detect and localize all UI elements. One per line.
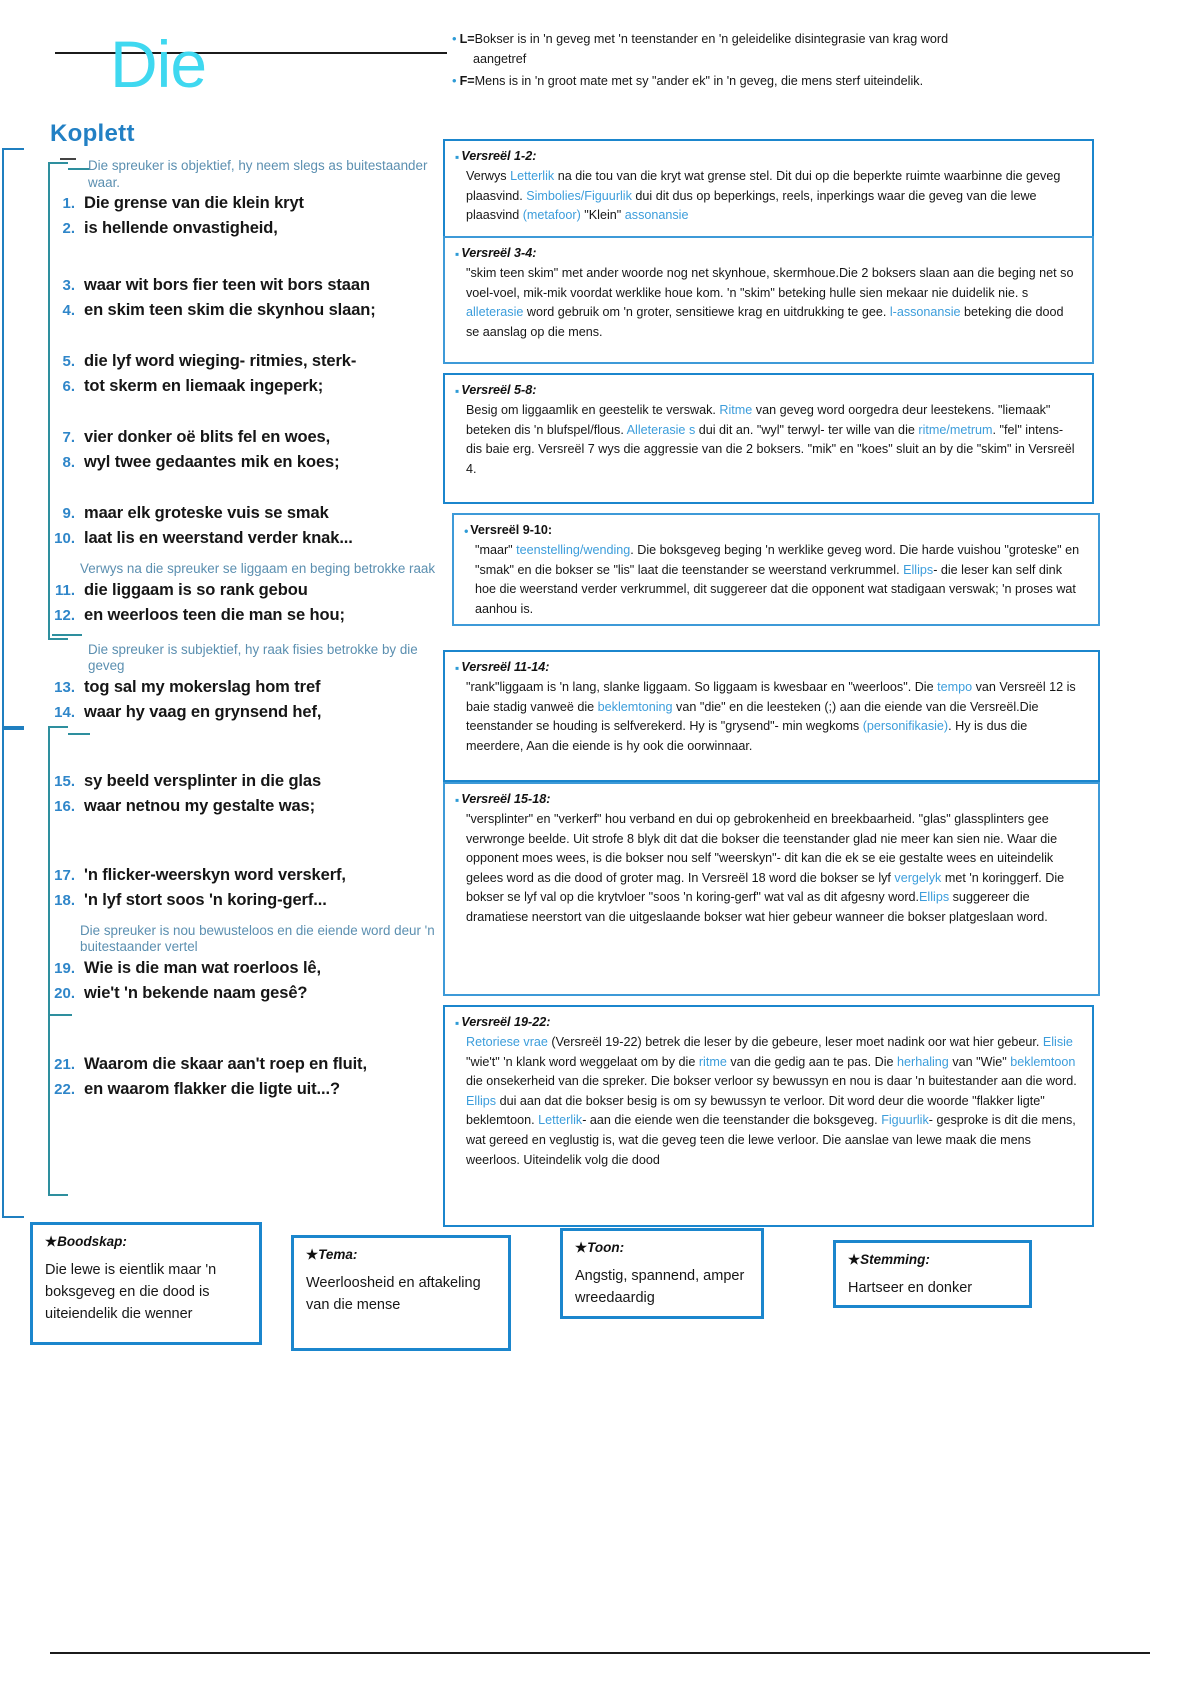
verse-number: 2. — [62, 220, 75, 237]
verse-number: 16. — [54, 797, 75, 815]
verse-text: wie't 'n bekende naam gesê? — [84, 983, 308, 1002]
verse-text: Waarom die skaar aan't roep en fluit, — [84, 1054, 367, 1073]
verse-number: 12. — [54, 606, 75, 624]
annotation-text: "versplinter" en "verkerf" hou verband en dui op gebrokenheid en breekbaarheid. "glas" glassplinters gee verwronge beelde. Uit strofe 8 blyk dit dat die bokser die teenstander glad nie meer kan sien nie. Waar die opponent moes wees, is die bokser nou self "weerskyn"- dit kan die ek se eie gestalte wees en uiteindelik gelees word as die dood of groter mag. In Versreël 18 word die bokser se lyf — [466, 812, 1058, 885]
verse-text: en skim teen skim die skynhou slaan; — [84, 301, 376, 319]
annotation-text: van geveg word oorgedra deur leestekens. "liemaak" beteken dis 'n blufspel/flous. — [466, 403, 1051, 437]
annotation-body — [464, 541, 1086, 619]
annotation-heading — [455, 246, 1080, 262]
verse-number: 21. — [54, 1055, 75, 1073]
verse-number: 15. — [54, 772, 75, 790]
annotation-heading — [455, 660, 1086, 676]
verse-text: 'n lyf stort soos 'n koring-gerf... — [84, 890, 327, 909]
annotation-body — [455, 1033, 1080, 1170]
star-icon: ★ — [45, 1234, 58, 1249]
star-icon: ★ — [848, 1252, 861, 1267]
highlighted-term: Simbolies/Figuurlik — [526, 188, 632, 203]
verse-line — [50, 981, 450, 1006]
annotation-text: Verwys — [466, 169, 511, 183]
verse-number: 17. — [54, 866, 75, 884]
annotation-text: word gebruik om 'n groter, sensitiewe krag en uitdrukking te gee. — [523, 305, 890, 320]
verse-text: wyl twee gedaantes mik en koes; — [84, 453, 340, 471]
annotation-heading — [455, 792, 1086, 808]
annotation-text: - aan die eiende wen die teenstander die boksgeveg. — [582, 1113, 882, 1128]
annotation-body — [455, 401, 1080, 479]
verse-line — [50, 700, 450, 725]
square-bullet-icon: ▪ — [455, 384, 460, 398]
square-bullet-icon: ▪ — [455, 247, 460, 261]
verse-text: en waarom flakker die ligte uit...? — [84, 1079, 340, 1098]
annotation-body — [455, 678, 1086, 756]
top-note-item — [452, 30, 1092, 48]
annotation-text: van die gedig aan te pas. Die — [726, 1054, 897, 1069]
annotation-box-versreel-3-4 — [443, 236, 1094, 364]
verse-line — [50, 863, 450, 888]
note-subjektief: Die spreuker is subjektief, hy raak fisies betrokke by die geveg — [88, 641, 418, 673]
annotation-heading-text: Versreël 5-8: — [461, 383, 537, 397]
stanza-gap — [50, 475, 450, 501]
annotation-text: van "die" en die leesteken (;) aan die eiende van die Versreël.Die teenstander se houding is selfverekerd. Hy is "grysend"- min wegkoms — [466, 699, 1039, 734]
annotation-heading-text: Versreël 15-18: — [461, 792, 551, 806]
stanza-gap — [50, 241, 450, 273]
verse-number: 3. — [62, 277, 75, 294]
annotation-text: . Hy is dus die meerdere, Aan die eiende is hy ook die oorwinnaar. — [466, 719, 1028, 753]
annotation-box-versreel-1-2 — [443, 139, 1094, 240]
annotation-heading-text: Versreël 9-10: — [470, 523, 553, 537]
verse-number: 5. — [62, 353, 75, 370]
verse-text: die lyf word wieging- ritmies, sterk- — [84, 352, 357, 370]
summary-body: Hartseer en donker — [848, 1280, 973, 1296]
annotation-text: Besig om liggaamlik en geestelik te verswak. — [466, 403, 720, 417]
annotation-body — [455, 167, 1080, 226]
summary-title-text: Toon: — [587, 1240, 625, 1255]
verse-text: waar netnou my gestalte was; — [84, 796, 316, 815]
poem-column — [50, 158, 450, 1102]
verse-number: 14. — [54, 703, 75, 721]
annotation-text: dui dit an. "wyl" terwyl- ter wille van die — [695, 422, 919, 437]
highlighted-term: beklemtoning — [597, 699, 673, 714]
annotation-box-versreel-19-22 — [443, 1005, 1094, 1227]
verse-line — [50, 888, 450, 913]
verse-line — [50, 374, 450, 399]
verse-line — [50, 425, 450, 450]
highlighted-term: Alleterasie s — [626, 422, 696, 437]
top-note-body: Bokser is in 'n geveg met 'n teenstander en 'n geleidelike disintegrasie van krag word — [474, 32, 949, 46]
verse-number: 1. — [62, 195, 75, 212]
top-note-text — [460, 72, 924, 90]
highlighted-term: alleterasie — [466, 305, 524, 320]
stanza-gap — [50, 725, 450, 757]
highlighted-term: teenstelling/wending — [516, 543, 631, 557]
annotation-heading-text: Versreël 3-4: — [461, 246, 537, 260]
annotation-box-versreel-15-18 — [443, 782, 1100, 996]
annotation-text: van Versreël 12 is baie stadig vanweë die — [466, 680, 1076, 714]
summary-body: Die lewe is eientlik maar 'n boksgeveg en die dood is uiteiendelik die wenner — [45, 1262, 217, 1322]
top-note-label: F= — [459, 74, 475, 88]
square-bullet-icon: ▪ — [455, 793, 460, 807]
verse-line — [50, 1077, 450, 1102]
annotation-heading — [464, 523, 1086, 539]
verse-text: laat lis en weerstand verder knak... — [84, 529, 353, 547]
page-title: Die — [110, 27, 207, 101]
highlighted-term: Elisie — [1042, 1035, 1073, 1049]
summary-box-toon — [560, 1228, 764, 1319]
annotation-text: beteking die dood se aanslag op die mens. — [466, 305, 1064, 339]
highlighted-term: Ritme — [719, 403, 753, 417]
note-objektief: Die spreuker is objektief, hy neem slegs as buitestaander waar. — [88, 158, 428, 190]
annotation-box-versreel-9-10 — [452, 513, 1100, 626]
highlighted-term: Letterlik — [510, 169, 555, 183]
verse-line — [50, 526, 450, 551]
highlighted-term: Letterlik — [538, 1113, 583, 1128]
star-icon: ★ — [306, 1247, 319, 1262]
annotation-text: dui dit dus op beperkings, reels, inperkings waar die geveg van die lewe plaasvind — [466, 188, 1037, 223]
annotation-heading-text: Versreël 11-14: — [461, 660, 550, 674]
verse-text: waar hy vaag en grynsend hef, — [84, 702, 322, 721]
annotation-text: (Versreël 19-22) betrek die leser by die gebeure, leser moet nadink oor wat hier gebeur. — [547, 1035, 1043, 1049]
verse-text: Die grense van die klein kryt — [84, 194, 304, 212]
verse-line — [50, 603, 450, 628]
verse-number: 11. — [54, 581, 75, 599]
annotation-heading — [455, 383, 1080, 399]
summary-title — [33, 1225, 259, 1250]
note-bewusteloos: Die spreuker is nou bewusteloos en die eiende word deur 'n buitestaander vertel — [80, 922, 435, 954]
verse-text: en weerloos teen die man se hou; — [84, 605, 345, 624]
verse-number: 7. — [62, 429, 75, 446]
verse-text: tog sal my mokerslag hom tref — [84, 677, 321, 696]
bullet-icon: • — [452, 73, 457, 88]
annotation-heading-text: Versreël 1-2: — [461, 149, 537, 163]
verse-line — [50, 956, 450, 981]
highlighted-term: beklemtoon — [1010, 1054, 1076, 1069]
verse-number: 20. — [54, 984, 75, 1002]
annotation-box-versreel-5-8 — [443, 373, 1094, 504]
summary-title — [836, 1243, 1029, 1268]
annotation-text: . "fel" intens- dis baie erg. Versreël 7 wys die aggressie van die 2 boksers. "mik" en "koes" sluit an by die "skim" in Versreël 4. — [466, 422, 1075, 476]
page-bottom-rule — [50, 1652, 1150, 1654]
top-note-text — [460, 30, 949, 48]
top-note-label: L= — [459, 32, 475, 46]
summary-box-tema — [291, 1235, 511, 1351]
annotation-text: - die leser kan self dink hoe die weerstand verder verkrummel, dit suggereer dat die opponent wat stadigaan verswak; 'n proses wat aanhou is. — [475, 562, 1076, 616]
highlighted-term: Retoriese vrae — [466, 1035, 548, 1049]
annotation-text: "maar" — [475, 543, 517, 557]
annotation-text: van "Wie" — [948, 1054, 1011, 1069]
highlighted-term: Ellips — [919, 890, 950, 905]
verse-line — [50, 675, 450, 700]
square-bullet-icon: ▪ — [455, 1016, 460, 1030]
verse-number: 22. — [54, 1080, 75, 1098]
verse-line — [50, 578, 450, 603]
note-liggaam: Verwys na die spreuker se liggaam en beging betrokke raak — [80, 561, 436, 576]
stanza-gap — [50, 819, 450, 851]
summary-title-text: Boodskap: — [57, 1234, 127, 1249]
star-icon: ★ — [575, 1240, 588, 1255]
summary-box-stemming — [833, 1240, 1032, 1308]
verse-line — [50, 450, 450, 475]
summary-title-text: Tema: — [318, 1247, 358, 1262]
bracket-outer-upper — [2, 148, 24, 728]
annotation-text: na die tou van die kryt wat grense stel. Dit dui op die beperkte ruimte waarbinne die geveg plaasvind. — [466, 169, 1061, 203]
verse-line — [50, 794, 450, 819]
stanza-gap — [50, 323, 450, 349]
bullet-icon: • — [452, 31, 457, 46]
highlighted-term: Ellips — [466, 1093, 497, 1108]
top-note-body: Mens is in 'n groot mate met sy "ander ek" in 'n geveg, die mens sterf uiteindelik. — [474, 74, 924, 88]
annotation-text: met 'n koringgerf. Die bokser se lyf val op die krytvloer "soos 'n koring-gerf" wat val as dit afgesny word. — [466, 870, 1065, 905]
koplett-heading: Koplett — [50, 120, 135, 147]
highlighted-term: (personifikasie) — [862, 719, 949, 734]
top-note-item — [452, 72, 1092, 90]
stanza-gap — [50, 1006, 450, 1038]
annotation-text: "rank"liggaam is 'n lang, slanke liggaam. So liggaam is kwesbaar en "weerloos". Die — [466, 680, 938, 694]
verse-number: 19. — [54, 959, 75, 977]
annotation-text: "skim teen skim" met ander woorde nog net skynhoue, skermhoue.Die 2 boksers slaan aan die beging net so voel-voel, mik-mik voordat werklike houe kom. 'n "skim" beteking hulle sien mekaar nie duidelik nie. s — [466, 266, 1074, 300]
highlighted-term: ritme/metrum — [918, 422, 993, 437]
annotation-text: dui aan dat die bokser besig is om sy bewussyn te verloor. Dit word deur die woorde "flakker ligte" beklemtoon. — [466, 1093, 1045, 1128]
summary-body: Angstig, spannend, amper wreedaardig — [575, 1268, 745, 1306]
square-bullet-icon: • — [464, 524, 469, 538]
verse-number: 18. — [54, 891, 75, 909]
verse-number: 4. — [62, 302, 75, 319]
verse-text: die liggaam is so rank gebou — [84, 580, 308, 599]
annotation-body — [455, 810, 1086, 928]
annotation-heading — [455, 149, 1080, 165]
verse-number: 10. — [54, 530, 75, 547]
highlighted-term: l-assonansie — [889, 305, 961, 320]
verse-line — [50, 298, 450, 323]
annotation-text: . Die boksgeveg beging 'n werklike geveg word. Die harde vuishou "groteske" en "smak" en die bokser se "lis" laat die teenstander se weerstand verkrummel. — [475, 543, 1080, 577]
annotation-heading — [455, 1015, 1080, 1031]
stanza-gap — [50, 399, 450, 425]
annotation-text: "wie't" 'n klank word weggelaat om by die — [466, 1054, 699, 1069]
highlighted-term: ritme — [698, 1054, 727, 1069]
square-bullet-icon: ▪ — [455, 150, 460, 164]
verse-number: 8. — [62, 454, 75, 471]
annotation-text: "Klein" — [580, 208, 625, 223]
highlighted-term: vergelyk — [894, 870, 942, 885]
verse-text: maar elk groteske vuis se smak — [84, 504, 329, 522]
highlighted-term: herhaling — [897, 1054, 949, 1069]
verse-number: 6. — [62, 378, 75, 395]
summary-title-text: Stemming: — [860, 1252, 930, 1267]
verse-text: sy beeld versplinter in die glas — [84, 771, 322, 790]
summary-body: Weerloosheid en aftakeling van die mense — [306, 1275, 481, 1313]
verse-line — [50, 349, 450, 374]
verse-line — [50, 501, 450, 526]
annotation-text: suggereer die dramatiese neerstort van die uitgeslaande bokser wat hier gebeur wanneer die bokser platgeslaan word. — [466, 890, 1048, 924]
verse-line — [50, 191, 450, 216]
highlighted-term: tempo — [937, 680, 973, 694]
verse-number: 13. — [54, 678, 75, 696]
bracket-outer-lower — [2, 728, 24, 1218]
highlighted-term: Figuurlik — [881, 1113, 929, 1128]
highlighted-term: Ellips — [903, 562, 934, 577]
verse-text: waar wit bors fier teen wit bors staan — [84, 276, 370, 294]
verse-text: tot skerm en liemaak ingeperk; — [84, 377, 324, 395]
summary-title — [294, 1238, 508, 1263]
verse-line — [50, 769, 450, 794]
verse-text: Wie is die man wat roerloos lê, — [84, 958, 321, 977]
summary-box-boodskap — [30, 1222, 262, 1345]
annotation-box-versreel-11-14 — [443, 650, 1100, 782]
highlighted-term: assonansie — [624, 208, 689, 223]
highlighted-term: (metafoor) — [522, 208, 581, 223]
verse-text: vier donker oë blits fel en woes, — [84, 428, 331, 446]
verse-line — [50, 273, 450, 298]
annotation-heading-text: Versreël 19-22: — [461, 1015, 551, 1029]
square-bullet-icon: ▪ — [455, 661, 460, 675]
verse-text: 'n flicker-weerskyn word verskerf, — [84, 865, 346, 884]
verse-line — [50, 216, 450, 241]
annotation-body — [455, 264, 1080, 342]
verse-text: is hellende onvastigheid, — [84, 219, 278, 237]
top-notes-list — [452, 30, 1092, 92]
verse-line — [50, 1052, 450, 1077]
verse-number: 9. — [62, 505, 75, 522]
annotation-text: die onsekerheid van die spreker. Die bokser verloor sy bewussyn en nou is daar 'n buitestander aan die word. — [466, 1074, 1077, 1089]
summary-title — [563, 1231, 761, 1256]
top-note-continuation: aangetref — [473, 52, 527, 66]
annotation-text: - gesproke is dit die mens, wat gereed en veglustig is, wat die geveg teen die lewe verloor. Die aanslae van lewe maak die mens weerloos. Uiteindelik volg die dood — [466, 1113, 1076, 1167]
